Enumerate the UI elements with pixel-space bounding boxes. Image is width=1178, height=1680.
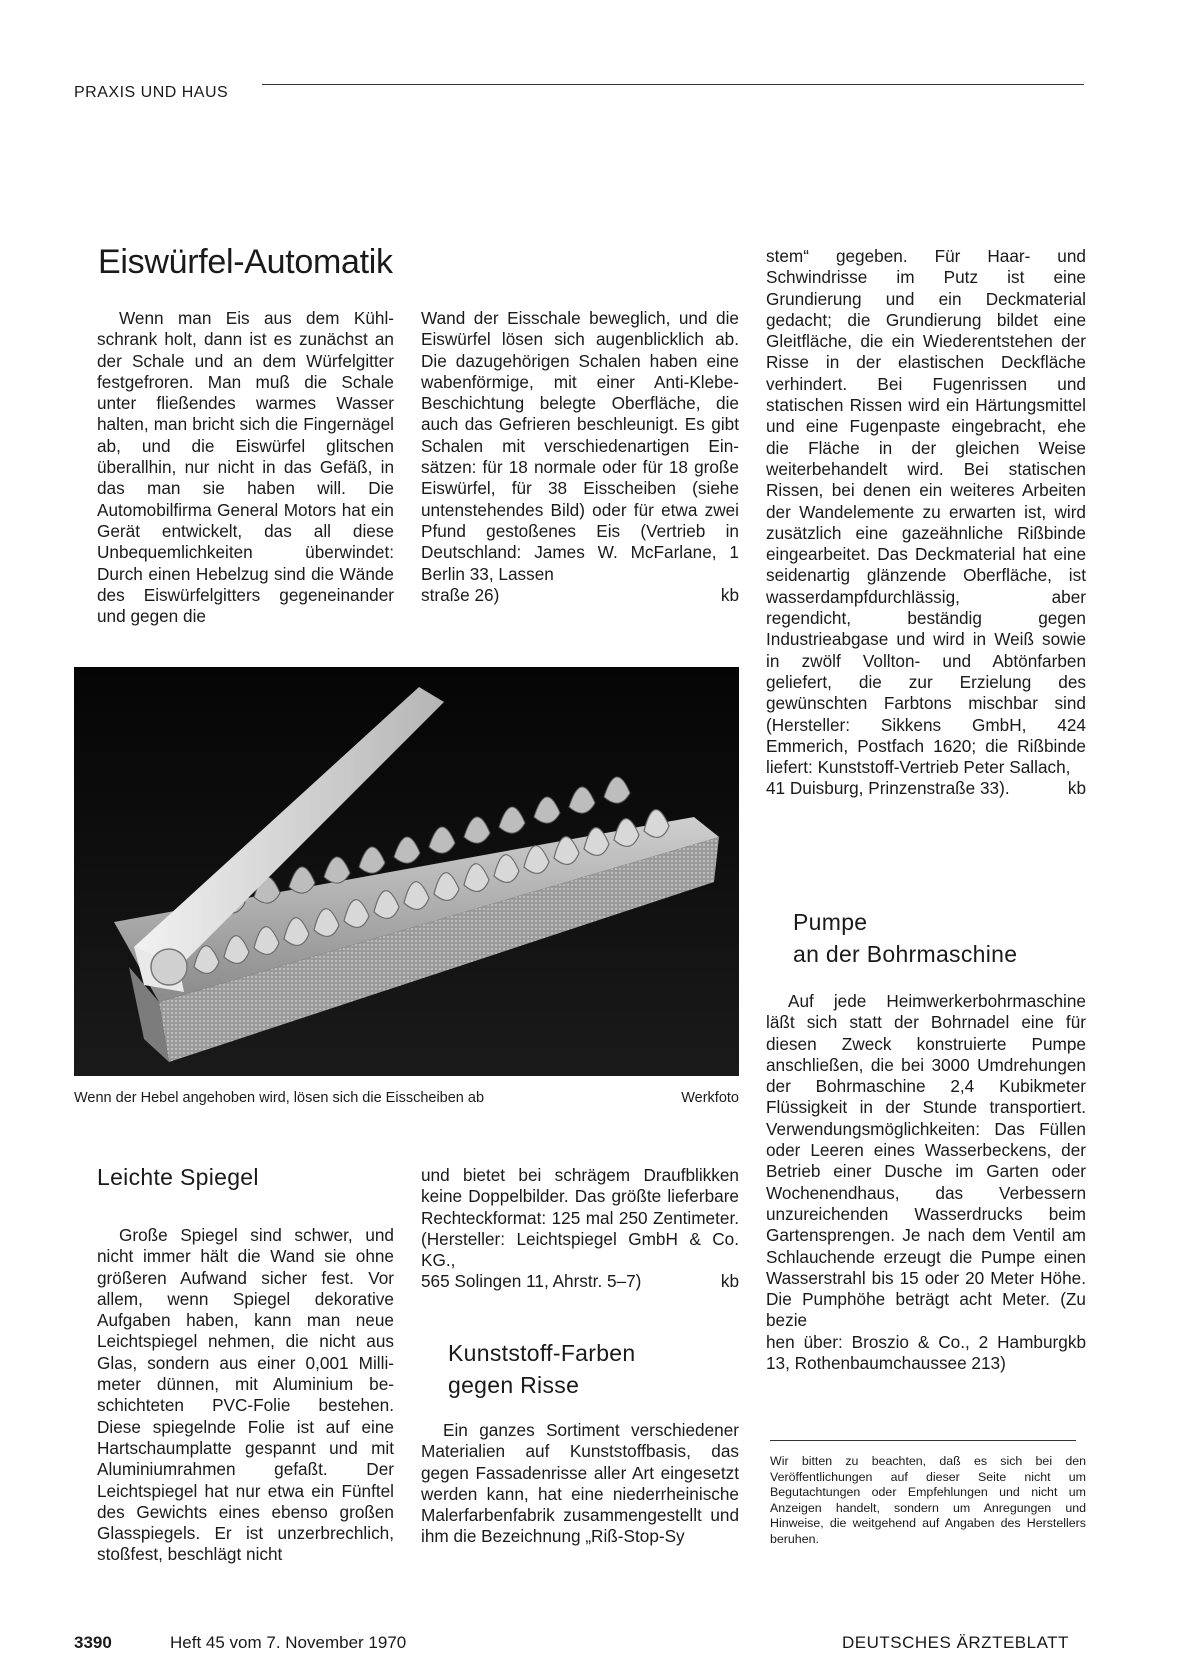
article-kunststoff-last-line <box>766 778 1086 799</box>
journal-name: DEUTSCHES ÄRZTEBLATT <box>842 1633 1069 1652</box>
article-spiegel-col2 <box>421 1165 739 1293</box>
article-pumpe-col <box>766 991 1086 1374</box>
article-kunststoff-col1 <box>421 1420 739 1548</box>
article-eiswuerfel-text-1: Wenn man Eis aus dem Kühlschrank holt, dann ist es zunächst an der Schale und an dem Würfelgitter festgefroren. Man muß die Schale unter fließendes warmes Wasser halten, man bricht sich die Fingernägel ab, und die Eiswürfel glitschen überallhin, nur nicht in das Gefäß, in das man sie haben will. Die Automobilfirma General Motors hat ein Gerät entwickelt, das all diese Unbequemlichkeiten überwindet: Durch einen Hebelzug sind die Wände des Eiswürfelgitters gegeneinander und gegen die <box>97 308 394 627</box>
article-title-pumpe-line2: an der Bohrmaschine <box>793 941 1018 967</box>
article-spiegel-text-end: 565 Solingen 11, Ahrstr. 5–7) <box>421 1271 642 1292</box>
page-number: 3390 <box>74 1633 112 1652</box>
article-spiegel-text-1: Große Spiegel sind schwer, und nicht immer hält die Wand sie ohne größeren Aufwand sicher fest. Vor allem, wenn Spiegel dekorative Aufgaben haben, kann man neue Leichtspiegel nehmen, die nicht aus Glas, sondern aus einer 0,001 Millimeter dünnen, mit Aluminium beschichteten PVC-Folie bestehen. Diese spiegelnde Folie ist auf eine Hartschaumplatte gespannt und mit Aluminiumrahmen gefaßt. Der Leichtspiegel hat nur etwa ein Fünftel des Gewichts eines ebenso großen Glasspiegels. Er ist unzerbrechlich, stoßfest, beschlägt nicht <box>97 1225 394 1565</box>
article-title-spiegel: Leichte Spiegel <box>97 1164 259 1190</box>
article-title-kunststoff-line2: gegen Risse <box>448 1372 580 1398</box>
disclaimer-footnote: Wir bitten zu beachten, daß es sich bei den Veröffentlichungen auf dieser Seite nicht um Begutachtungen oder Empfehlungen und nicht um Anzeigen handelt, sondern um Anregungen und Hinweise, die weitgehend auf Angaben des Herstellers beruhen. <box>770 1454 1086 1546</box>
ice-tray-photo <box>74 667 739 1076</box>
article-eiswuerfel-text-end: straße 26) <box>421 584 500 605</box>
article-eiswuerfel-col1 <box>97 308 394 627</box>
article-eiswuerfel-text-2: Wand der Eisschale beweglich, und die Eiswürfel lösen sich augenblicklich ab. Die dazugehörigen Schalen haben eine wabenförmige, mit einer Anti-Klebe-Beschichtung belegte Oberfläche, die auch das Gefrieren beschleunigt. Es gibt Schalen mit verschiedenartigen Einsätzen: für 18 normale oder für 18 große Eiswürfel, für 38 Eisscheiben (siehe untenstehendes Bild) oder für etwa zwei Pfund gestoßenes Eis (Vertrieb in Deutschland: James W. McFarlane, 1 Berlin 33, Lassen <box>421 308 739 584</box>
article-title-kunststoff <box>448 1337 636 1401</box>
issue-info: Heft 45 vom 7. November 1970 <box>170 1633 407 1652</box>
article-pumpe-text: Auf jede Heimwerkerbohrmaschine läßt sich statt der Bohrnadel eine für diesen Zweck konstruierte Pumpe anschließen, die bei 3000 Umdrehungen der Bohrmaschine 2,4 Kubikmeter Flüssigkeit in der Stunde transportiert. Verwendungsmöglichkeiten: Das Füllen oder Leeren eines Wasserbeckens, der Betrieb einer Dusche im Garten oder Wochenendhaus, das Verbessern unzureichenden Wasserdrucks beim Gartensprengen. Je nach dem Ventil am Schlauchende erzeugt die Pumpe einen Wasserstrahl bis 15 oder 20 Meter Höhe. Die Pumphöhe beträgt acht Meter. (Zu bezie <box>766 991 1086 1331</box>
article-pumpe-text-end: hen über: Broszio & Co., 2 Hamburg 13, Rothenbaumchaussee 213) <box>766 1331 1068 1374</box>
article-spiegel-text-2: und bietet bei schrägem Draufblikken keine Doppelbilder. Das größte lieferbare Rechteckformat: 125 mal 250 Zentimeter. (Hersteller: Leichtspiegel GmbH & Co. KG., <box>421 1165 739 1271</box>
header-rule <box>262 84 1084 85</box>
article-kunststoff-text-1: Ein ganzes Sortiment verschiedener Materialien auf Kunststoffbasis, das gegen Fassadenrisse aller Art eingesetzt werden kann, hat eine niederrheinische Malerfarbenfabrik zusammengestellt und ihm die Bezeichnung „Riß-Stop-Sy <box>421 1420 739 1547</box>
article-spiegel-col1 <box>97 1225 394 1566</box>
author-initials: kb <box>720 1271 739 1292</box>
article-eiswuerfel-col2 <box>421 308 739 606</box>
article-title-eiswuerfel: Eiswürfel-Automatik <box>98 243 393 281</box>
article-kunststoff-text-end: 41 Duisburg, Prinzenstraße 33). <box>766 778 1010 799</box>
photo-caption-row <box>74 1090 739 1106</box>
photo-credit: Werkfoto <box>681 1090 739 1106</box>
author-initials: kb <box>720 584 739 605</box>
article-kunststoff-col2 <box>766 246 1086 800</box>
author-initials: kb <box>1067 1331 1086 1352</box>
section-label: PRAXIS UND HAUS <box>74 84 229 101</box>
article-pumpe-last-line <box>766 1332 1086 1375</box>
author-initials: kb <box>1067 778 1086 799</box>
ice-tray-illustration <box>74 667 739 1076</box>
article-eiswuerfel-last-line <box>421 585 739 606</box>
article-title-kunststoff-line1: Kunststoff-Farben <box>448 1340 636 1366</box>
article-kunststoff-text-2: stem“ gegeben. Für Haar- und Schwindrisse im Putz ist eine Grundierung und ein Deckmaterial gedacht; die Grundierung bildet eine Gleitfläche, die ein Wiederentstehen der Risse in der elastischen Deckfläche verhindert. Bei Fugenrissen und statischen Rissen wird ein Härtungsmittel und eine Fugenpaste eingebracht, ehe die Fläche in der gleichen Weise weiterbehandelt wird. Bei statischen Rissen, bei denen ein weiteres Arbeiten der Wandelemente zu erwarten ist, wird zusätzlich eine gazeähnliche Rißbinde eingearbeitet. Das Deckmaterial hat eine seidenartig glänzende Oberfläche, ist wasserdampfdurchlässig, aber regendicht, beständig gegen Industrieabgase und wird in Weiß sowie in zwölf Vollton- und Abtönfarben geliefert, die zur Erzielung des gewünschten Farbtons mischbar sind (Hersteller: Sikkens GmbH, 424 Emmerich, Postfach 1620; die Rißbinde liefert: Kunststoff-Vertrieb Peter Sallach, <box>766 246 1086 778</box>
article-spiegel-last-line <box>421 1271 739 1292</box>
footnote-rule <box>770 1440 1076 1441</box>
article-title-pumpe <box>793 906 1017 970</box>
photo-caption: Wenn der Hebel angehoben wird, lösen sich die Eisscheiben ab <box>74 1090 485 1106</box>
article-title-pumpe-line1: Pumpe <box>793 909 868 935</box>
